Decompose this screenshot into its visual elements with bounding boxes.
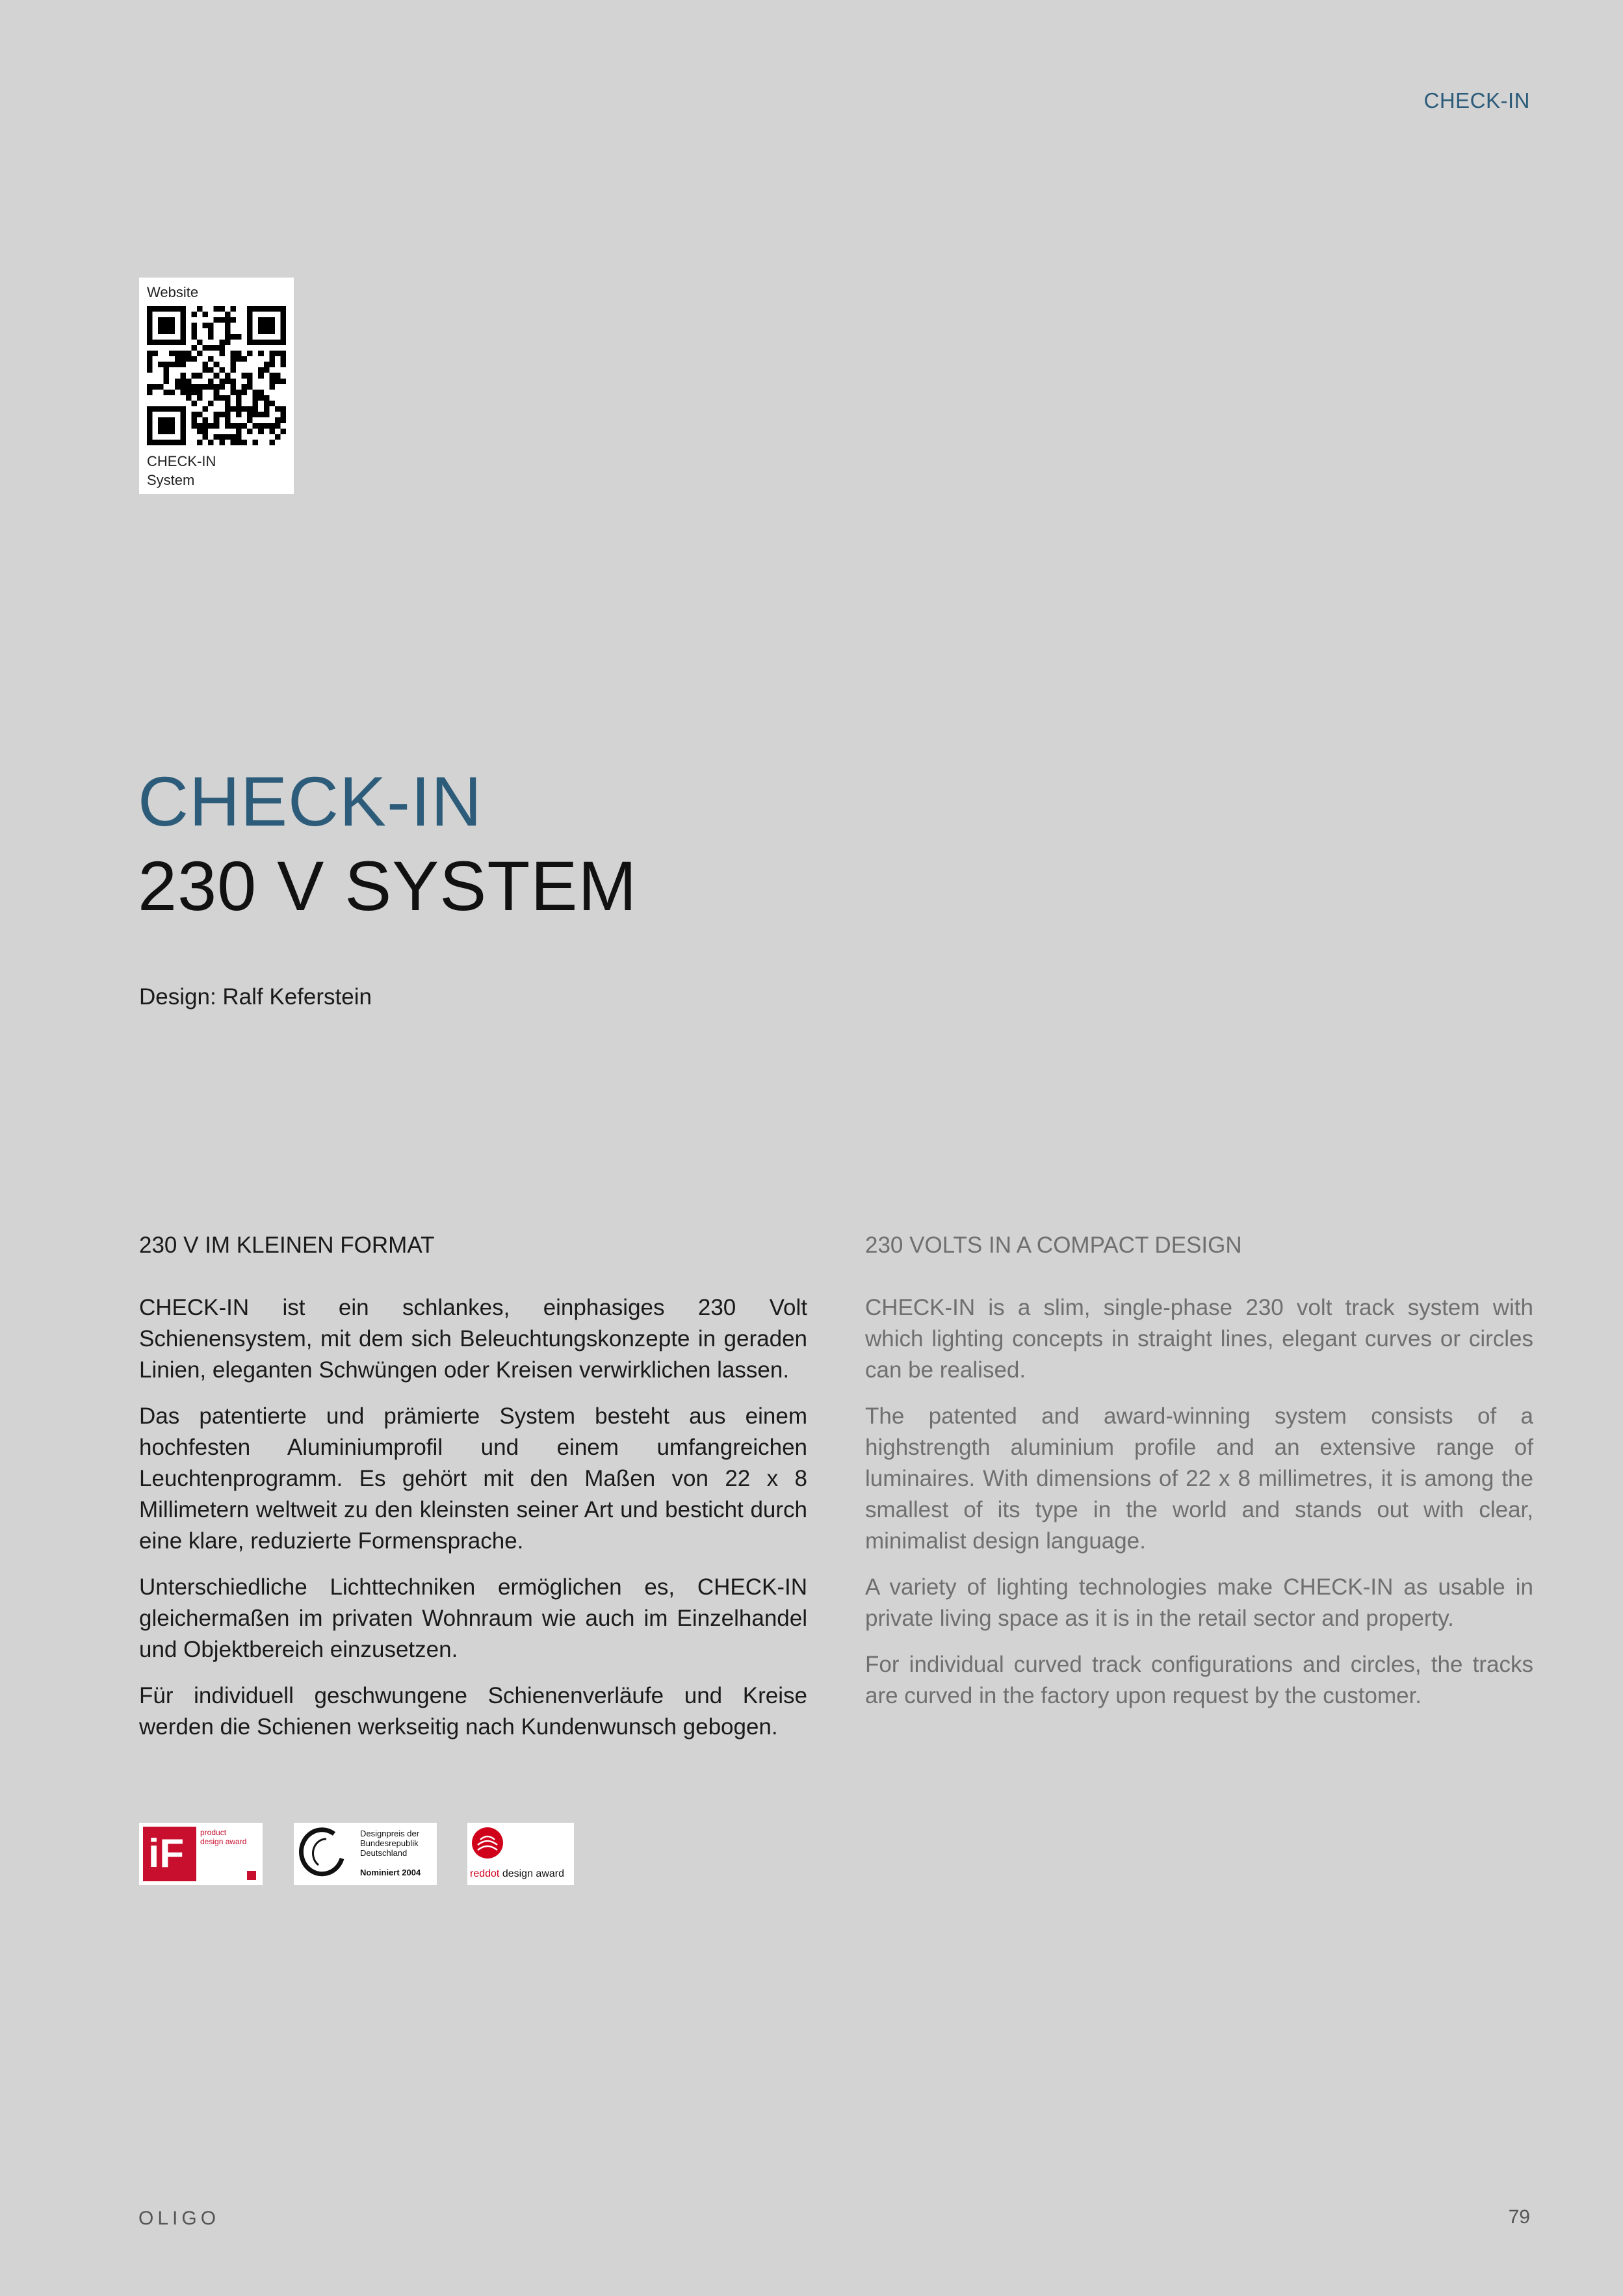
german-column — [139, 1230, 807, 1758]
qr-label-website: Website — [147, 284, 199, 300]
designpreis-ring-icon — [296, 1825, 355, 1883]
german-paragraph: Für individuell geschwungene Schienenverläufe und Kreise werden die Schienen werkseitig nach Kundenwunsch gebogen. — [139, 1683, 807, 1740]
if-red-block — [143, 1827, 196, 1881]
designpreis-line1: Designpreis der — [360, 1829, 420, 1838]
oligo-logo: OLIGO — [138, 2208, 220, 2229]
designpreis-award-logo — [294, 1823, 437, 1885]
german-paragraph: Unterschiedliche Lichttechniken ermöglichen es, CHECK-IN gleichermaßen im privaten Wohnraum wie auch im Einzelhandel und Objektbereich einzusetzen. — [139, 1574, 807, 1662]
english-paragraph: The patented and award-winning system consists of a highstrength aluminium profile and an extensive range of luminaires. With dimensions of 22 x 8 millimetres, it is among the smallest of its type in the world and stands out with clear, minimalist design language. — [865, 1403, 1533, 1554]
page-title-brand: CHECK-IN — [138, 762, 483, 841]
designpreis-line4: Nominiert 2004 — [360, 1868, 421, 1877]
qr-code-card[interactable] — [139, 278, 294, 494]
german-paragraph: Das patentierte und prämierte System besteht aus einem hochfesten Aluminiumprofil und einem umfangreichen Leuchtenprogramm. Es gehört mit den Maßen von 22 x 8 Millimetern weltweit zu den kleinsten seiner Art und besticht durch eine klare, reduzierte Formensprache. — [139, 1403, 807, 1554]
reddot-text-red: reddot — [470, 1868, 500, 1879]
if-mark: iF — [148, 1831, 185, 1876]
reddot-text — [470, 1870, 564, 1879]
qr-code-icon — [147, 306, 286, 445]
qr-label-line2: System — [147, 472, 195, 488]
qr-label-system — [147, 452, 216, 489]
if-design-award-logo — [139, 1823, 263, 1885]
english-paragraph: A variety of lighting technologies make CHECK-IN as usable in private living space as it is in the retail sector and property. — [865, 1574, 1533, 1631]
if-right-area — [199, 1827, 259, 1881]
qr-label-line1: CHECK-IN — [147, 453, 216, 469]
if-text-line1: product — [200, 1828, 227, 1837]
reddot-icon — [470, 1825, 509, 1864]
running-header: CHECK-IN — [1423, 88, 1530, 112]
if-square-icon — [247, 1871, 256, 1880]
designpreis-line3: Deutschland — [360, 1848, 408, 1858]
page-title-system: 230 V SYSTEM — [138, 846, 638, 925]
english-heading: 230 VOLTS IN A COMPACT DESIGN — [865, 1233, 1242, 1258]
page-number: 79 — [1508, 2206, 1530, 2228]
designer-credit: Design: Ralf Keferstein — [139, 984, 372, 1010]
english-paragraph: For individual curved track configurations and circles, the tracks are curved in the factory upon request by the customer. — [865, 1652, 1533, 1708]
german-heading: 230 V IM KLEINEN FORMAT — [139, 1233, 435, 1258]
german-paragraph: CHECK-IN ist ein schlankes, einphasiges 230 Volt Schienensystem, mit dem sich Beleuchtungskonzepte in geraden Linien, eleganten Schwüngen oder Kreisen verwirklichen lassen. — [139, 1295, 807, 1383]
reddot-text-rest: design award — [499, 1868, 564, 1879]
designpreis-line2: Bundesrepublik — [360, 1838, 419, 1848]
if-text-line2: design award — [200, 1837, 247, 1846]
reddot-award-logo — [467, 1823, 574, 1885]
english-column — [865, 1230, 1533, 1727]
english-paragraph: CHECK-IN is a slim, single-phase 230 volt track system with which lighting concepts in straight lines, elegant curves or circles can be realised. — [865, 1295, 1533, 1383]
